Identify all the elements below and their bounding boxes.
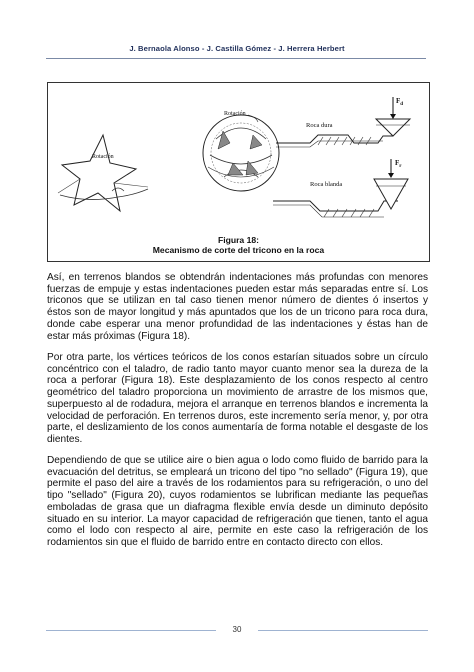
label-roca-dura: Roca dura — [306, 122, 333, 129]
hard-rock-drawing — [276, 97, 410, 147]
soft-rock-drawing — [273, 159, 408, 217]
label-rotacion-ball: Rotación — [224, 111, 246, 117]
label-force-fd: $F_d$ — [396, 97, 404, 107]
tricone-cutting-illustration — [48, 83, 429, 228]
label-force-fr: $F_r$ — [395, 159, 402, 169]
figure-title: Figura 18: — [217, 235, 260, 245]
running-header: J. Bernaola Alonso - J. Castilla Gómez - J. Herrera Herbert — [129, 44, 345, 53]
page-number: 30 — [232, 625, 242, 634]
ball-cone-drawing — [203, 111, 279, 191]
footer-rule-right — [258, 630, 428, 631]
paragraph-3: Dependiendo de que se utilice aire o bien agua o lodo como fluido de barrido para la evacuación del detritus, se empleará un tricono del tipo "no sellado" (Figura 19), que permite el paso del aire a través de los rodamientos para su refrigeración, o uno del tipo "sellado" (Figura 20), cuyos rodamientos se lubrifican mediante las pequeñas emboladas de grasa que un diafragma flexible envía desde un diminuto depósito situado en su interior. La mayor capacidad de refrigeración que tienen, tanto el agua como el lodo con respecto al aire, permite en este caso la refrigeración de los rodamientos sin que el fluido de barrido entre en contacto directo con ellos. — [47, 455, 428, 548]
figure-18 — [47, 82, 430, 262]
paragraph-2: Por otra parte, los vértices teóricos de los conos estarían situados sobre un círculo concéntrico con el taladro, de radio tanto mayor cuanto menor sea la dureza de la roca a perforar (Figura 18). Este desplazamiento de los conos respecto al centro geométrico del taladro proporciona un movimiento de arrastre de los mismos que, superpuesto al de rodadura, mejora el arranque en terrenos blandos e incrementa la velocidad de perforación. En terrenos duros, este incremento sería menor, y, por otra parte, el deslizamiento de los conos aumentaría de forma notable el desgaste de los dientes. — [47, 352, 428, 445]
header-rule — [46, 58, 426, 59]
label-roca-blanda: Roca blanda — [310, 181, 343, 188]
paragraph-1: Así, en terrenos blandos se obtendrán indentaciones más profundas con menores fuerzas de empuje y estas indentaciones pueden estar más separadas entre sí. Los triconos que se utilizan en tal caso tienen menor número de dientes ó insertos y éstos son de mayor longitud y más apuntados que los de un tricono para roca dura, donde cabe esperar una menor profundidad de las indentaciones y éstas han de estar más próximas (Figura 18). — [47, 272, 428, 342]
label-rotacion-star: Rotación — [92, 154, 114, 160]
star-cone-drawing — [58, 135, 148, 211]
figure-caption: Mecanismo de corte del tricono en la roca — [152, 245, 325, 255]
